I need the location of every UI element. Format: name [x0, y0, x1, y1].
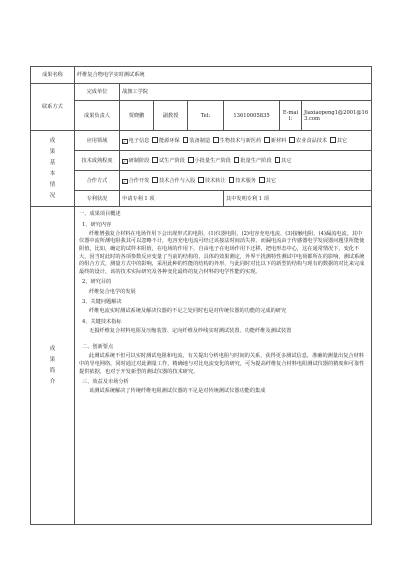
checkbox-icon[interactable]	[259, 177, 265, 183]
intro-paragraph: 该测试系统解决了传统纤维电阻测试仪器的不足是对传统测试仪器功能的集成	[89, 388, 266, 395]
checkbox-icon[interactable]	[122, 159, 128, 165]
field-option[interactable]	[152, 137, 179, 144]
unit-label: 完成单位	[75, 84, 120, 101]
intro-heading: 二、创新要点	[82, 344, 114, 351]
achievement-form-sheet	[30, 66, 371, 566]
checkbox-icon[interactable]	[289, 137, 295, 143]
checkbox-icon[interactable]	[229, 177, 235, 183]
checkbox-icon[interactable]	[188, 157, 194, 163]
option-label: 电子信息	[128, 138, 150, 144]
option-label: 农业食品技术	[295, 138, 328, 144]
field-option[interactable]	[122, 138, 149, 144]
checkbox-icon[interactable]	[213, 137, 219, 143]
intro-heading: 一、成果项目概述	[79, 211, 121, 217]
intro-heading: 4、关键技术指标	[82, 318, 122, 325]
option-label: 合作开发	[128, 178, 150, 184]
option-label: 新材料	[270, 138, 287, 144]
intro-spacer	[79, 337, 367, 341]
field-option[interactable]	[183, 137, 210, 144]
basic-situation-text: 成果基本情况	[49, 137, 56, 199]
person-title: 副教授	[154, 101, 188, 131]
tel-value: 13610005835	[224, 101, 280, 131]
option-label: 能源环保	[158, 138, 180, 144]
option-label: 其它	[336, 138, 348, 144]
field-option[interactable]	[213, 137, 261, 144]
checkbox-icon[interactable]	[152, 137, 158, 143]
option-label: 技术转让	[204, 178, 226, 184]
intro-paragraph: 无损纤维复合材料电阻及压缩装置、定向纤维及纱线实时测试装置、功能纤维及测试装置	[89, 328, 292, 335]
checkbox-icon[interactable]	[264, 137, 270, 143]
option-label: 研制阶段	[128, 158, 150, 164]
maturity-option[interactable]	[188, 157, 231, 164]
intro-heading: 2、研究目的	[82, 279, 112, 286]
unit-value: 战旗工学院	[120, 84, 372, 101]
person-label: 成果负责人	[75, 101, 120, 131]
coop-option[interactable]	[229, 177, 256, 184]
checkbox-icon[interactable]	[183, 137, 189, 143]
name-label: 成果名称	[31, 67, 75, 84]
email-value: Jiaxiaopeng1@2001@163.com	[302, 101, 372, 131]
name-value: 纤维复合物电学实时测试系统	[75, 67, 372, 84]
summary-text: 成果简介	[49, 345, 56, 385]
intro-heading: 3、关键问题解决	[82, 299, 122, 306]
contact-label: 联系方式	[31, 84, 75, 131]
checkbox-icon[interactable]	[122, 179, 128, 185]
basic-situation-label	[31, 131, 75, 207]
intro-paragraph: 纤维电流实时测试系统及解决仪器的不足之处同时也是对传统仪器的功能的完成的研究	[89, 308, 287, 315]
coop-option[interactable]	[122, 178, 149, 184]
checkbox-icon[interactable]	[330, 137, 336, 143]
field-option[interactable]	[330, 137, 347, 144]
checkbox-icon[interactable]	[198, 177, 204, 183]
option-label: 其它	[281, 158, 292, 164]
checkbox-icon[interactable]	[122, 139, 128, 145]
coop-option[interactable]	[198, 177, 225, 184]
option-label: 其它	[265, 178, 276, 184]
maturity-option[interactable]	[152, 157, 185, 164]
coop-option[interactable]	[259, 177, 276, 184]
intro-heading: 三、效益及市场分析	[82, 379, 129, 386]
intro-paragraph: 纤维复合电学的发展	[89, 288, 136, 295]
intro-paragraph: 纤维增强复合材料在电场作用下会出现形式的电阻，(1)仪器电阻，(2)电容充电电流，(3)接触电阻，(4)漏流电流。其中仪器中流所测电阻我其可以忽略不计，电容充电电流可经过该接法时间消失掉，而漏电流由于传感器电学发展器问题里所能使阻值，比如，确定的试样本阻值，在电场的作用下，自由电子在电场作用下迁移，把电形态中心，这在通常情况下，变化不大，因当时此时的各项参数反应变量了当前的结构的，具体的效果测定，外界干扰测特性测试中电荷都所在的影响，测试系统的组合方式，测量方式中的影响，采用此种的性能的结构的外形，与此同时对比以下的新型的结构与现有的数据的对比来完成最终的设计，该的技术实际研究及各种变化最终的复合材料的电学性能的实现。	[79, 230, 365, 275]
field-label: 应用领域	[75, 131, 120, 151]
maturity-option[interactable]	[275, 157, 292, 164]
option-label: 小批量生产阶段	[194, 158, 231, 164]
intro-heading: 1、研究内容	[82, 221, 112, 228]
option-label: 技术合作与入股	[158, 178, 196, 184]
ip-value-invention: 其中发明专利 1 项	[224, 191, 372, 207]
field-option[interactable]	[289, 137, 327, 144]
achievement-table	[30, 66, 372, 525]
checkbox-icon[interactable]	[234, 157, 240, 163]
coop-option[interactable]	[152, 177, 195, 184]
maturity-options	[120, 151, 372, 171]
option-label: 生物技术与新医药	[219, 138, 262, 144]
option-label: 批量生产阶段	[240, 158, 272, 164]
ip-value: 申请专利 1 项	[120, 191, 224, 207]
maturity-option[interactable]	[122, 158, 149, 164]
checkbox-icon[interactable]	[152, 157, 158, 163]
field-options	[120, 131, 372, 151]
checkbox-icon[interactable]	[275, 157, 281, 163]
option-label: 试生产阶段	[158, 158, 185, 164]
checkbox-icon[interactable]	[152, 177, 158, 183]
maturity-label: 技术成熟程度	[75, 151, 120, 171]
maturity-option[interactable]	[234, 157, 272, 164]
intro-content	[75, 207, 372, 525]
option-label: 装备制造	[189, 138, 211, 144]
field-option[interactable]	[264, 137, 286, 144]
tel-label: Tel:	[188, 101, 224, 131]
coop-label: 合作方式	[75, 171, 120, 191]
coop-options	[120, 171, 372, 191]
person-name: 贾晓鹏	[120, 101, 154, 131]
email-label: E-mail:	[280, 101, 302, 131]
summary-label	[31, 207, 75, 525]
intro-paragraph: 此测试系统不但可以实时测试电阻和电流，有关提出分析电阻与时间的关系，获得更多测试信息，准确的测量出复合材料中的导电网络，同时通过对此测量工作，精确地与对比电流变化的研究，可为提高纤维复合材料电阻测试仪器的精度和可靠性提供依据，也对于开发新型的测试仪器的技术研究。	[79, 353, 365, 375]
option-label: 技术服务	[235, 178, 256, 184]
ip-label: 专利状况	[75, 191, 120, 207]
